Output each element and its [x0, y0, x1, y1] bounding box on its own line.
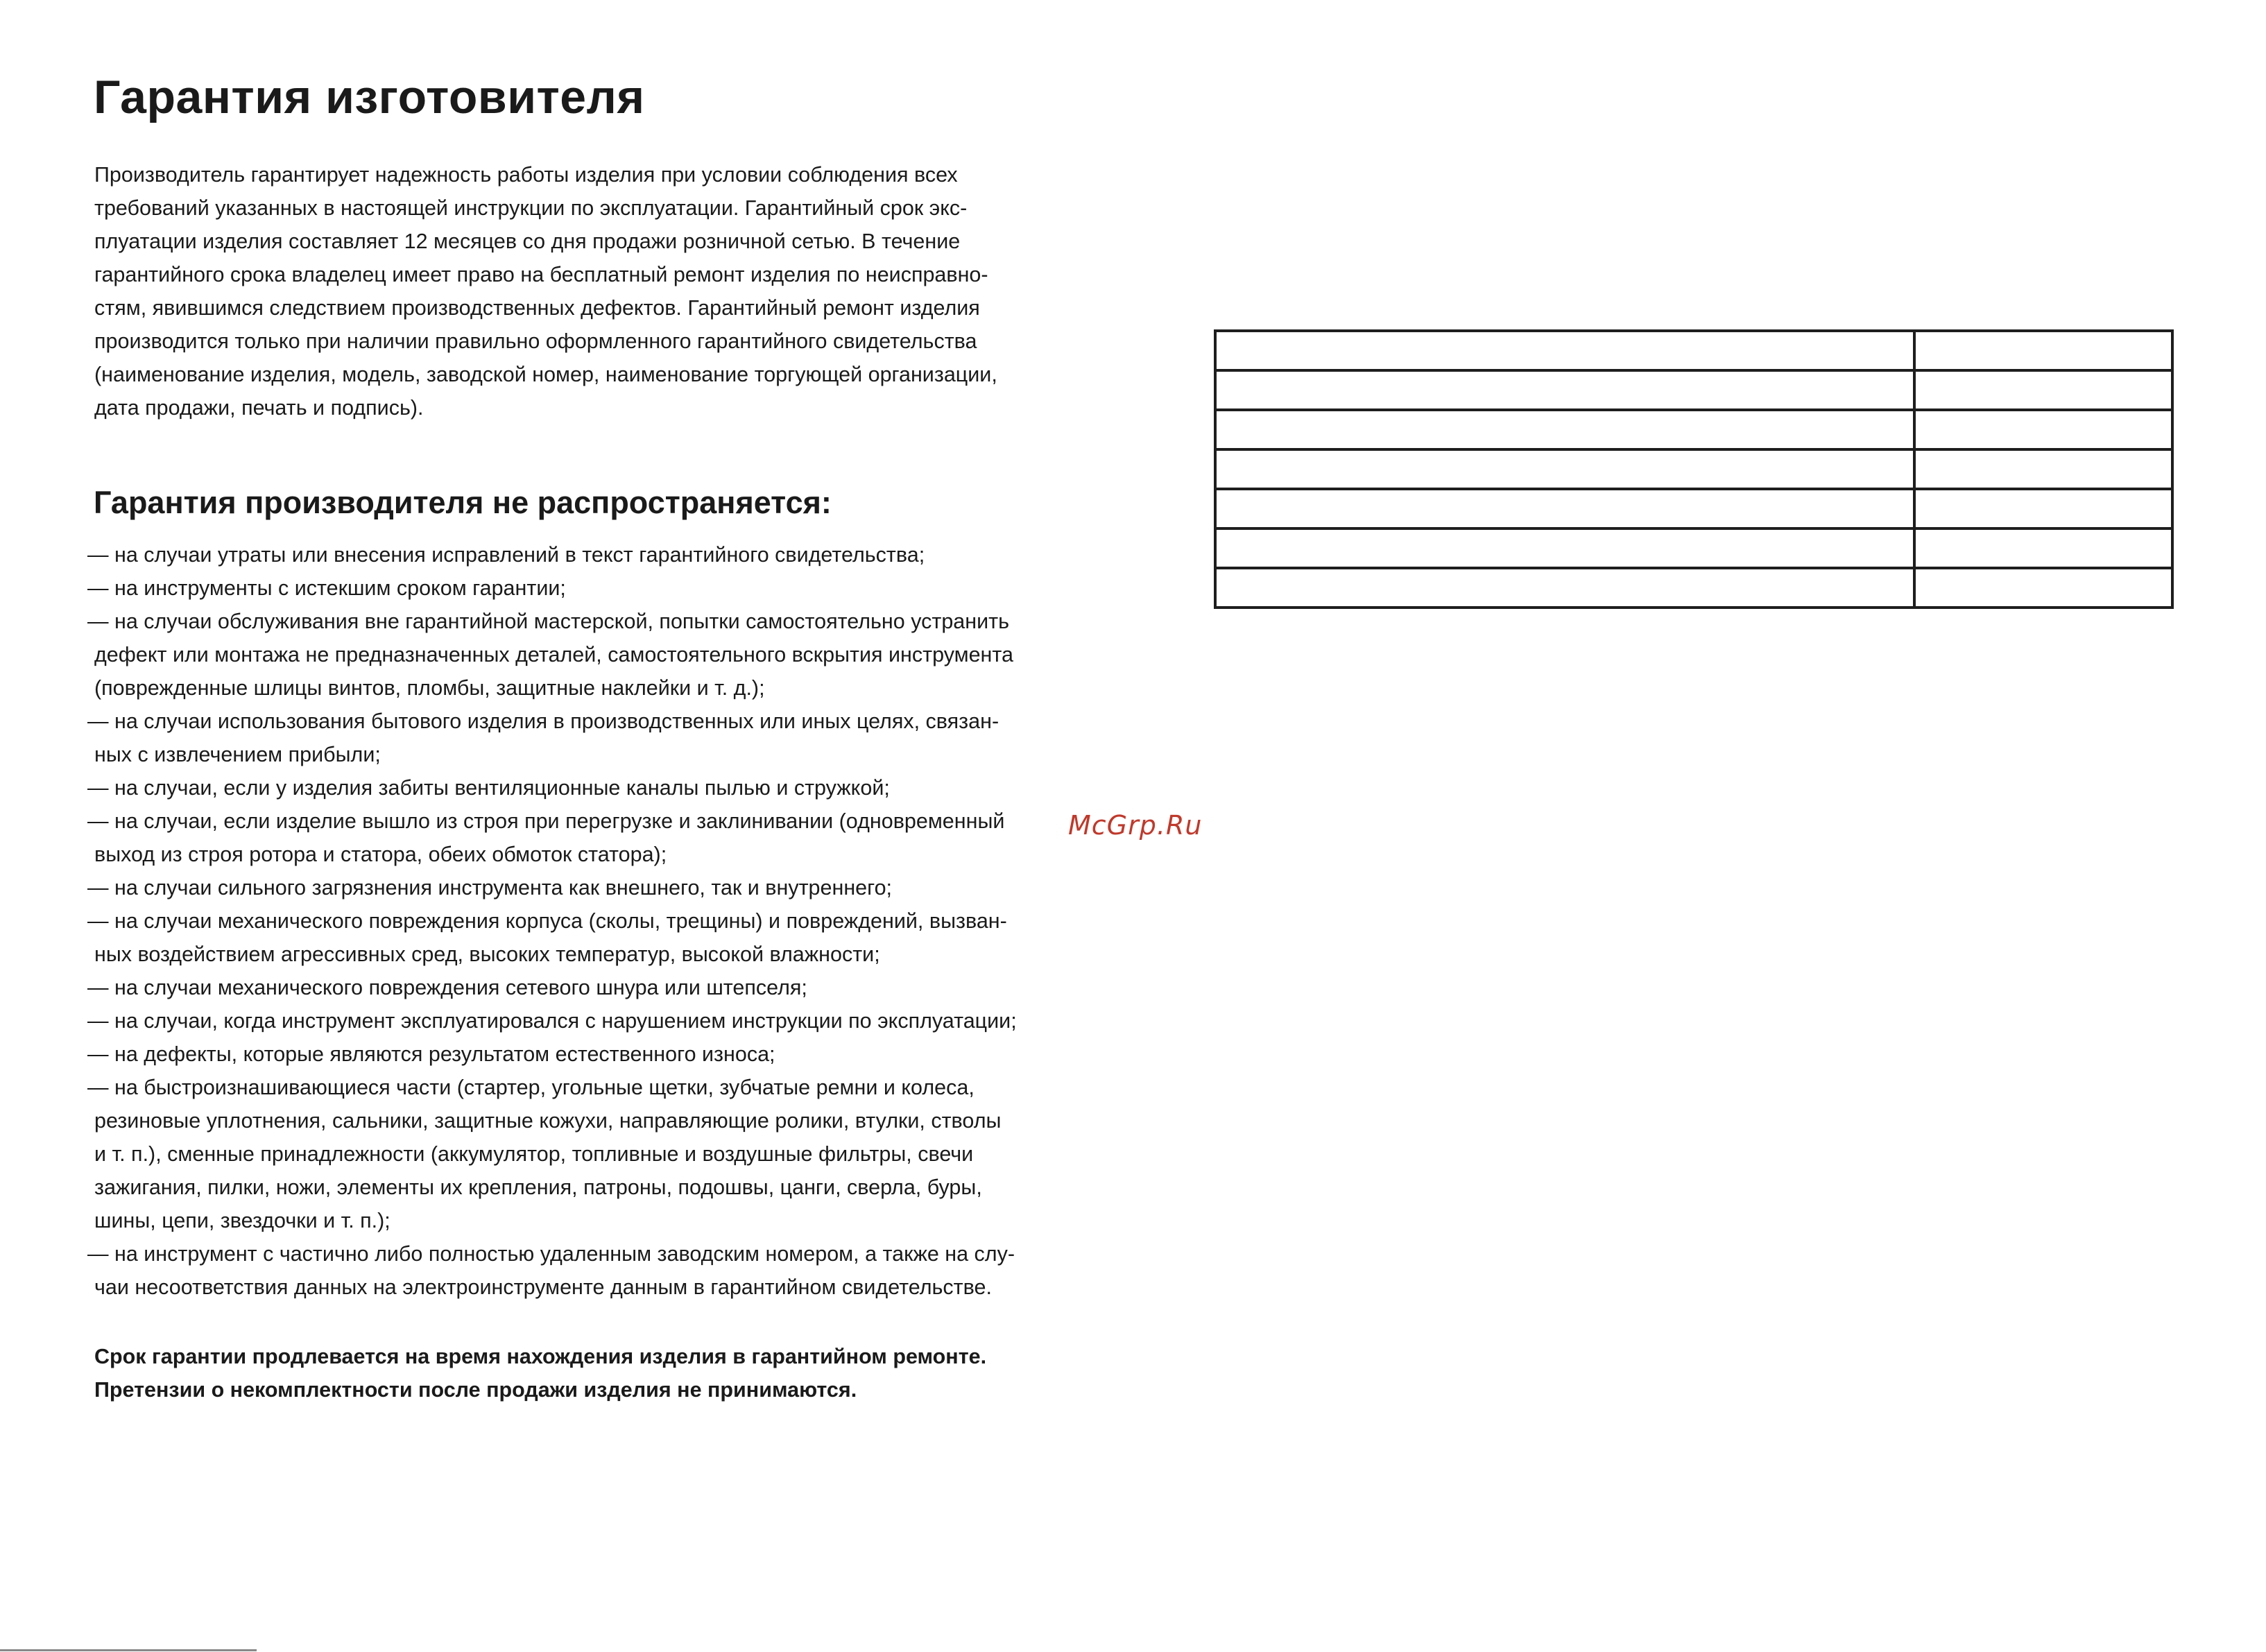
- table-cell: [1215, 528, 1914, 568]
- exclusion-item: [87, 971, 1100, 1004]
- table-cell: [1914, 568, 2172, 608]
- warranty-stamp-table: [1214, 329, 2174, 609]
- intro-line: Производитель гарантирует надежность работы изделия при условии соблюдения всех: [94, 163, 958, 187]
- exclusion-line: — на случаи механического повреждения корпуса (сколы, трещины) и повреждений, вызван-: [87, 909, 1007, 933]
- exclusions-list: [87, 538, 1100, 1304]
- exclusion-line: — на случаи обслуживания вне гарантийной мастерской, попытки самостоятельно устранить: [87, 610, 1009, 633]
- exclusion-line: ных с извлечением прибыли;: [94, 743, 381, 766]
- exclusion-item: [87, 1004, 1100, 1038]
- exclusion-line: — на случаи, когда инструмент эксплуатировался с нарушением инструкции по эксплуатации;: [87, 1009, 1017, 1033]
- exclusion-line: — на случаи сильного загрязнения инструмента как внешнего, так и внутреннего;: [87, 876, 893, 900]
- exclusion-line: шины, цепи, звездочки и т. п.);: [94, 1209, 390, 1232]
- table-cell: [1914, 449, 2172, 489]
- intro-line: (наименование изделия, модель, заводской номер, наименование торгующей организации,: [94, 363, 997, 386]
- table-cell: [1215, 410, 1914, 449]
- table-cell: [1215, 568, 1914, 608]
- exclusion-line: — на быстроизнашивающиеся части (стартер, угольные щетки, зубчатые ремни и колеса,: [87, 1076, 975, 1099]
- exclusion-line: ных воздействием агрессивных сред, высоких температур, высокой влажности;: [94, 943, 880, 966]
- exclusion-line: и т. п.), сменные принадлежности (аккумулятор, топливные и воздушные фильтры, свечи: [94, 1142, 974, 1166]
- completeness-claims-note: Претензии о некомплектности после продажи изделия не принимаются.: [94, 1378, 857, 1402]
- exclusion-line: — на случаи, если у изделия забиты вентиляционные каналы пылью и стружкой;: [87, 776, 890, 800]
- warranty-notes: [94, 1340, 986, 1406]
- table-row: [1215, 449, 2172, 489]
- exclusion-item: [87, 538, 1100, 571]
- exclusion-line: резиновые уплотнения, сальники, защитные кожухи, направляющие ролики, втулки, стволы: [94, 1109, 1002, 1133]
- exclusion-line: дефект или монтажа не предназначенных деталей, самостоятельного вскрытия инструмента: [94, 643, 1013, 666]
- table-cell: [1914, 489, 2172, 528]
- exclusion-line: чаи несоответствия данных на электроинструменте данным в гарантийном свидетельстве.: [94, 1275, 992, 1299]
- exclusion-item: [87, 1038, 1100, 1071]
- exclusion-item: [87, 705, 1100, 771]
- table-cell: [1215, 331, 1914, 370]
- intro-line: дата продажи, печать и подпись).: [94, 396, 424, 420]
- exclusion-item: [87, 571, 1100, 605]
- table-row: [1215, 568, 2172, 608]
- table-row: [1215, 489, 2172, 528]
- table-row: [1215, 331, 2172, 370]
- warranty-extension-note: Срок гарантии продлевается на время нахождения изделия в гарантийном ремонте.: [94, 1345, 987, 1368]
- watermark: McGrp.Ru: [1068, 810, 1203, 841]
- exclusion-line: — на случаи использования бытового изделия в производственных или иных целях, связан-: [87, 709, 999, 733]
- exclusion-item: [87, 771, 1100, 805]
- exclusion-line: — на инструмент с частично либо полностью удаленным заводским номером, а также на слу-: [87, 1242, 1015, 1266]
- page-title: Гарантия изготовителя: [94, 71, 645, 123]
- table-cell: [1215, 449, 1914, 489]
- table-cell: [1914, 528, 2172, 568]
- intro-line: гарантийного срока владелец имеет право на бесплатный ремонт изделия по неисправно-: [94, 263, 988, 286]
- table-cell: [1914, 331, 2172, 370]
- intro-line: производится только при наличии правильно оформленного гарантийного свидетельства: [94, 329, 977, 353]
- intro-line: стям, явившимся следствием производственных дефектов. Гарантийный ремонт изделия: [94, 296, 980, 320]
- table-cell: [1215, 370, 1914, 410]
- bottom-divider: [0, 1649, 257, 1651]
- exclusion-item: [87, 1237, 1100, 1304]
- intro-line: требований указанных в настоящей инструкции по эксплуатации. Гарантийный срок экс-: [94, 196, 968, 220]
- table-cell: [1914, 410, 2172, 449]
- table-cell: [1215, 489, 1914, 528]
- table-row: [1215, 528, 2172, 568]
- exclusion-item: [87, 805, 1100, 871]
- exclusion-line: (поврежденные шлицы винтов, пломбы, защитные наклейки и т. д.);: [94, 676, 765, 700]
- table-row: [1215, 370, 2172, 410]
- exclusion-line: — на случаи утраты или внесения исправлений в текст гарантийного свидетельства;: [87, 543, 925, 567]
- intro-paragraph: [94, 158, 1093, 424]
- exclusion-line: — на инструменты с истекшим сроком гарантии;: [87, 576, 566, 600]
- intro-line: плуатации изделия составляет 12 месяцев со дня продажи розничной сетью. В течение: [94, 230, 961, 253]
- exclusion-item: [87, 1071, 1100, 1237]
- exclusion-item: [87, 605, 1100, 705]
- table-cell: [1914, 370, 2172, 410]
- exclusion-line: — на случаи, если изделие вышло из строя при перегрузке и заклинивании (одновременный: [87, 809, 1005, 833]
- exclusions-heading: Гарантия производителя не распространяется:: [94, 485, 832, 520]
- exclusion-line: зажигания, пилки, ножи, элементы их крепления, патроны, подошвы, цанги, сверла, буры,: [94, 1176, 982, 1199]
- exclusion-line: — на случаи механического повреждения сетевого шнура или штепселя;: [87, 976, 807, 999]
- table-row: [1215, 410, 2172, 449]
- exclusion-item: [87, 904, 1100, 971]
- exclusion-item: [87, 871, 1100, 904]
- exclusion-line: — на дефекты, которые являются результатом естественного износа;: [87, 1042, 775, 1066]
- exclusion-line: выход из строя ротора и статора, обеих обмоток статора);: [94, 843, 667, 866]
